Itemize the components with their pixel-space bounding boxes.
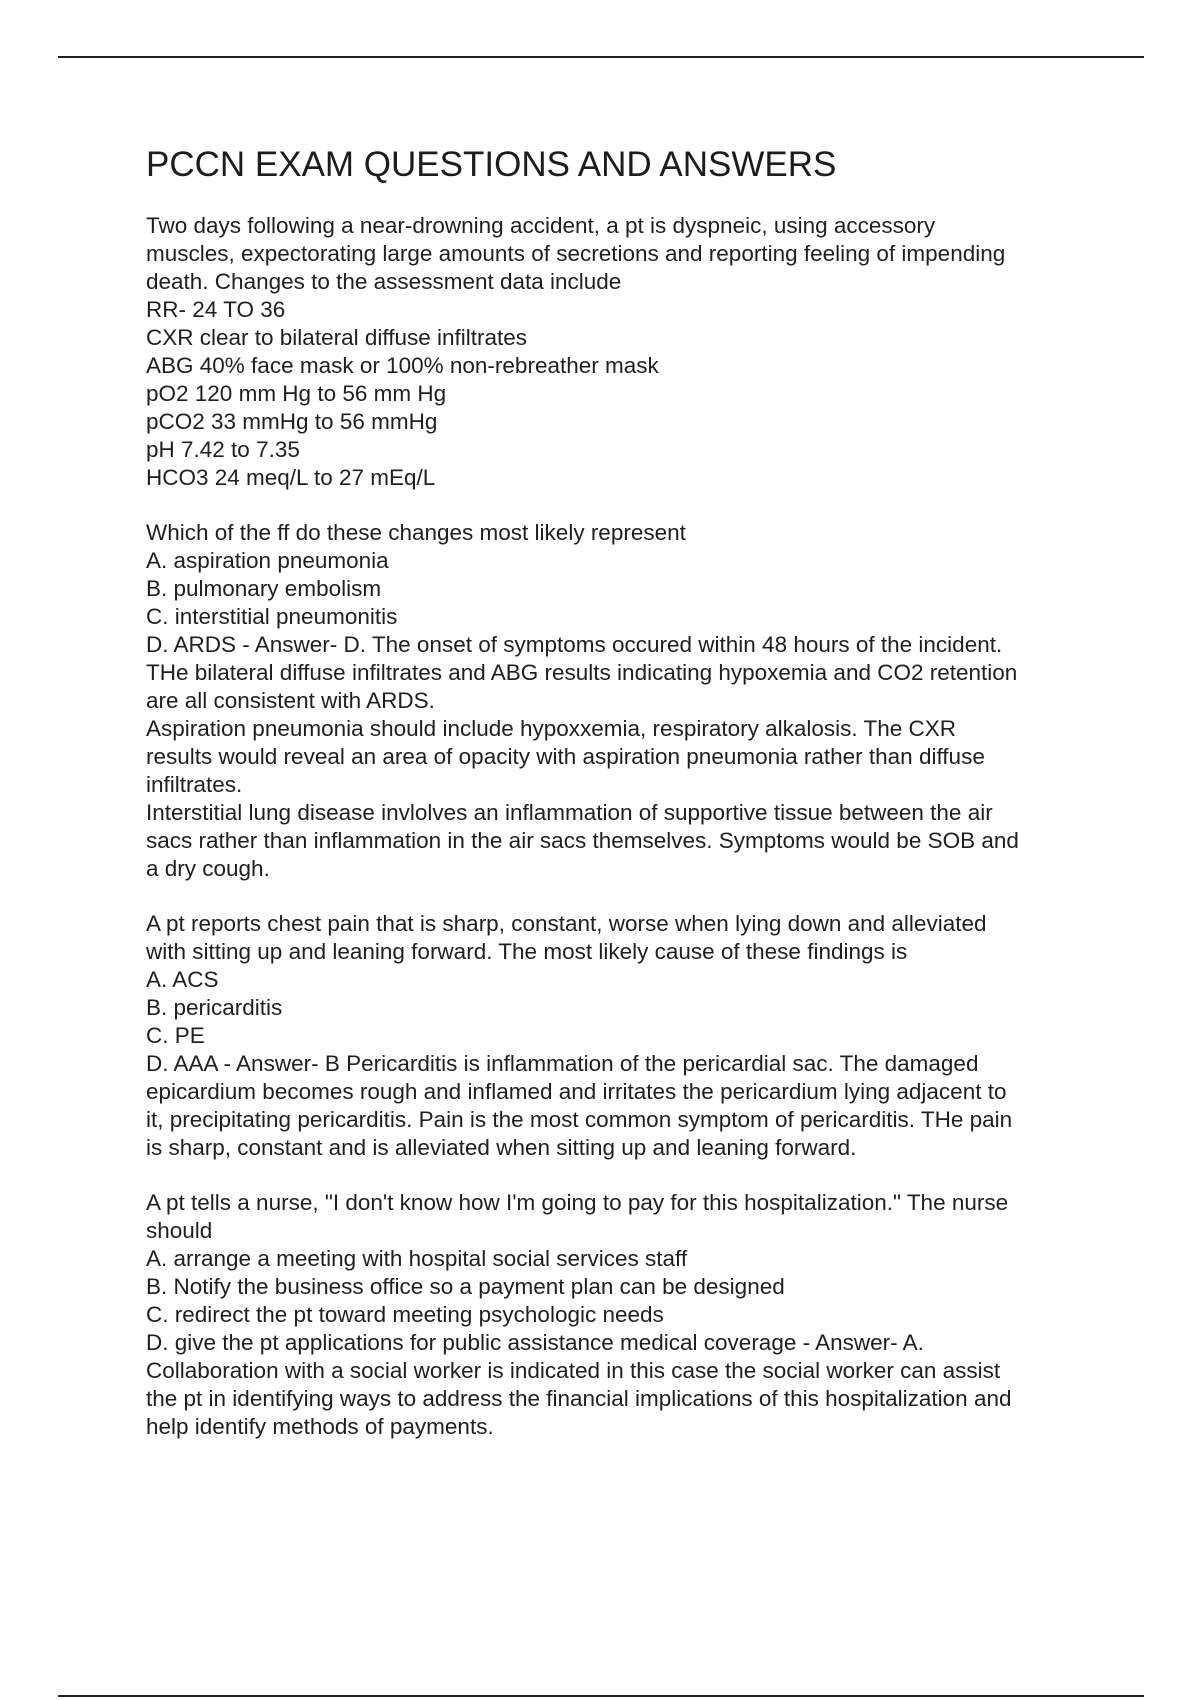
text-line: pCO2 33 mmHg to 56 mmHg [146,409,438,434]
text-line: A. aspiration pneumonia [146,548,389,573]
text-line: results would reveal an area of opacity with aspiration pneumonia rather than diffuse [146,744,985,769]
top-rule [58,56,1144,58]
text-line: Aspiration pneumonia should include hypoxxemia, respiratory alkalosis. The CXR [146,716,956,741]
text-line: is sharp, constant and is alleviated when sitting up and leaning forward. [146,1135,857,1160]
text-line: pH 7.42 to 7.35 [146,437,300,462]
bottom-rule [58,1695,1144,1697]
text-line: help identify methods of payments. [146,1414,494,1439]
text-line: A pt reports chest pain that is sharp, constant, worse when lying down and alleviated [146,911,987,936]
text-line: HCO3 24 meq/L to 27 mEq/L [146,465,436,490]
question-block-2 [146,519,1106,883]
text-line: death. Changes to the assessment data include [146,269,622,294]
text-line: Which of the ff do these changes most likely represent [146,520,686,545]
text-line: D. ARDS - Answer- D. The onset of symptoms occured within 48 hours of the incident. [146,632,1003,657]
text-line: muscles, expectorating large amounts of secretions and reporting feeling of impending [146,241,1006,266]
text-line: RR- 24 TO 36 [146,297,286,322]
text-line: infiltrates. [146,772,243,797]
text-line: CXR clear to bilateral diffuse infiltrates [146,325,528,350]
text-line: Collaboration with a social worker is indicated in this case the social worker can assist [146,1358,1001,1383]
text-line: should [146,1218,213,1243]
text-line: C. redirect the pt toward meeting psychologic needs [146,1302,664,1327]
text-line: D. give the pt applications for public assistance medical coverage - Answer- A. [146,1330,924,1355]
text-line: D. AAA - Answer- B Pericarditis is inflammation of the pericardial sac. The damaged [146,1051,979,1076]
text-line: ABG 40% face mask or 100% non-rebreather mask [146,353,659,378]
question-block-3 [146,910,1106,1162]
text-line: Two days following a near-drowning accident, a pt is dyspneic, using accessory [146,213,936,238]
text-line: sacs rather than inflammation in the air sacs themselves. Symptoms would be SOB and [146,828,1019,853]
text-line: A. ACS [146,967,219,992]
question-block-4 [146,1189,1106,1441]
text-line: A pt tells a nurse, "I don't know how I'm going to pay for this hospitalization." The nurse [146,1190,1009,1215]
text-line: are all consistent with ARDS. [146,688,435,713]
text-line: it, precipitating pericarditis. Pain is the most common symptom of pericarditis. THe pain [146,1107,1013,1132]
text-line: a dry cough. [146,856,270,881]
text-line: C. PE [146,1023,205,1048]
text-line: A. arrange a meeting with hospital social services staff [146,1246,688,1271]
text-line: B. pulmonary embolism [146,576,382,601]
text-line: Interstitial lung disease invlolves an inflammation of supportive tissue between the air [146,800,993,825]
text-line: epicardium becomes rough and inflamed and irritates the pericardium lying adjacent to [146,1079,1007,1104]
text-line: the pt in identifying ways to address the financial implications of this hospitalization and [146,1386,1012,1411]
page-title: PCCN EXAM QUESTIONS AND ANSWERS [146,145,837,184]
text-line: B. pericarditis [146,995,283,1020]
question-block-1 [146,212,1106,492]
text-line: C. interstitial pneumonitis [146,604,398,629]
text-line: pO2 120 mm Hg to 56 mm Hg [146,381,447,406]
document-body [146,140,1106,1468]
text-line: with sitting up and leaning forward. The most likely cause of these findings is [146,939,908,964]
text-line: THe bilateral diffuse infiltrates and ABG results indicating hypoxemia and CO2 retention [146,660,1018,685]
text-line: B. Notify the business office so a payment plan can be designed [146,1274,785,1299]
